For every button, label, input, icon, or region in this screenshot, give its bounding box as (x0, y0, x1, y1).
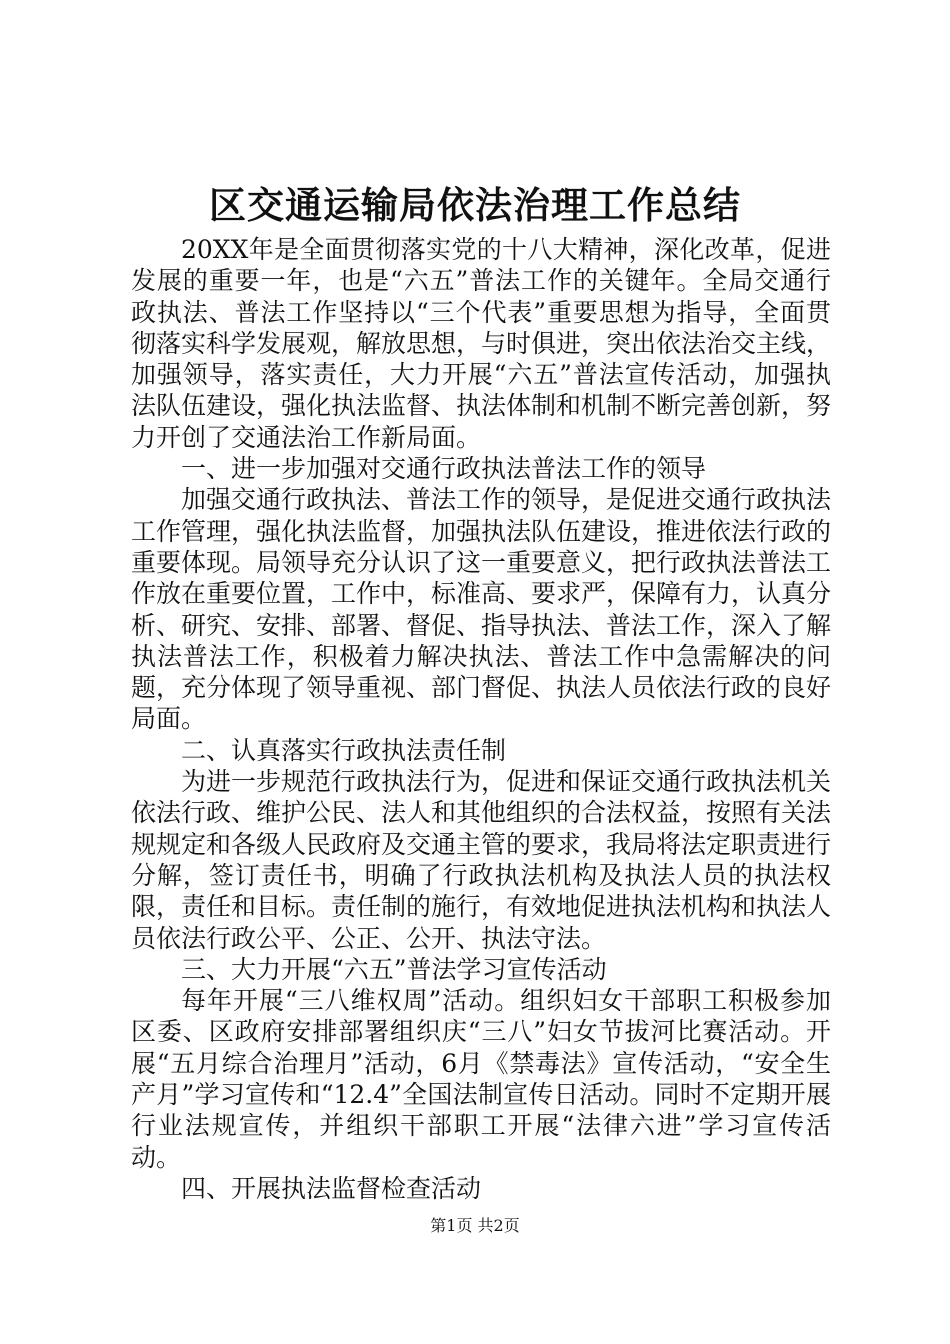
page-footer: 第1页 共2页 (430, 1216, 520, 1235)
section-heading-1: 一、进一步加强对交通行政执法普法工作的领导 (181, 454, 707, 484)
section-heading-4: 四、开展执法监督检查活动 (181, 1173, 482, 1203)
document-title: 区交通运输局依法治理工作总结 (209, 183, 741, 227)
paragraph-intro: 20XX年是全面贯彻落实党的十八大精神，深化改革，促进发展的重要一年，也是“六五”普法工作的关键年。全局交通行政执法、普法工作坚持以“三个代表”重要思想为指导，全面贯彻落实科学发展观，解放思想，与时俱进，突出依法治交主线，加强领导，落实责任，大力开展“六五”普法宣传活动，加强执法队伍建设，强化执法监督、执法体制和机制不断完善创新，努力开创了交通法治工作新局面。 (131, 235, 832, 452)
paragraph-section-2: 为进一步规范行政执法行为，促进和保证交通行政执法机关依法行政、维护公民、法人和其他组织的合法权益，按照有关法规规定和各级人民政府及交通主管的要求，我局将法定职责进行分解，签订责任书，明确了行政执法机构及执法人员的执法权限，责任和目标。责任制的施行，有效地促进执法机构和执法人员依法行政公平、公正、公开、执法守法。 (131, 767, 832, 953)
paragraph-section-1: 加强交通行政执法、普法工作的领导，是促进交通行政执法工作管理，强化执法监督，加强执法队伍建设，推进依法行政的重要体现。局领导充分认识了这一重要意义，把行政执法普法工作放在重要位置，工作中，标准高、要求严，保障有力，认真分析、研究、安排、部署、督促、指导执法、普法工作，深入了解执法普法工作，积极着力解决执法、普法工作中急需解决的问题，充分体现了领导重视、部门督促、执法人员依法行政的良好局面。 (131, 485, 832, 734)
paragraph-section-3: 每年开展“三八维权周”活动。组织妇女干部职工积极参加区委、区政府安排部署组织庆“三八”妇女节拔河比赛活动。开展“五月综合治理月”活动，6月《禁毒法》宣传活动，“安全生产月”学习宣传和“12.4”全国法制宣传日活动。同时不定期开展行业法规宣传，并组织干部职工开展“法律六进”学习宣传活动。 (131, 986, 831, 1172)
section-heading-3: 三、大力开展“六五”普法学习宣传活动 (181, 954, 607, 984)
document-body (131, 234, 831, 1204)
section-heading-2: 二、认真落实行政执法责任制 (181, 735, 507, 765)
